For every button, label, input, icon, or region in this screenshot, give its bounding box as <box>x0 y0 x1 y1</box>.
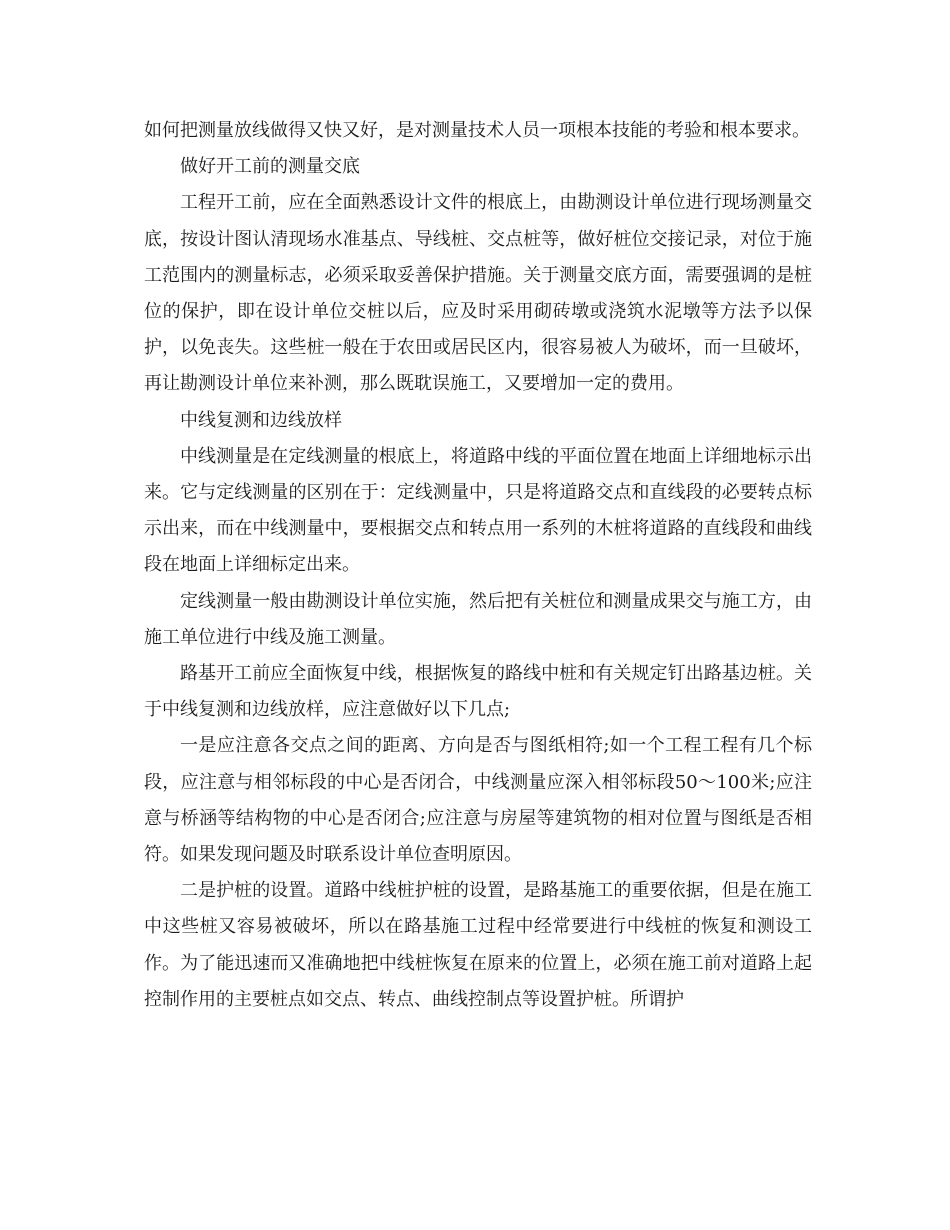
paragraph-intro: 如何把测量放线做得又快又好，是对测量技术人员一项根本技能的考验和根本要求。 <box>144 120 810 141</box>
document-body <box>144 113 812 1018</box>
paragraph-point-two: 二是护桩的设置。道路中线桩护桩的设置，是路基施工的重要依据，但是在施工中这些桩又容易被破坏，所以在路基施工过程中经常要进行中线桩的恢复和测设工作。为了能迅速而又准确地把中线桩恢复在原来的位置上，必须在施工前对道路上起控制作用的主要桩点如交点、转点、曲线控制点等设置护桩。所谓护 <box>144 880 812 1010</box>
section-heading-centerline-resurvey: 中线复测和边线放样 <box>180 409 342 431</box>
paragraph-point-one: 一是应注意各交点之间的距离、方向是否与图纸相符;如一个工程工程有几个标段，应注意与相邻标段的中心是否闭合，中线测量应深入相邻标段50～100米;应注意与桥涵等结构物的中心是否闭合;应注意与房屋等建筑物的相对位置与图纸是否相符。如果发现问题及时联系设计单位查明原因。 <box>144 735 812 866</box>
section-heading-survey-handover: 做好开工前的测量交底 <box>180 156 360 178</box>
paragraph-subgrade-start: 路基开工前应全面恢复中线，根据恢复的路线中桩和有关规定钉出路基边桩。关于中线复测和边线放样，应注意做好以下几点; <box>144 663 812 721</box>
paragraph-route-survey: 定线测量一般由勘测设计单位实施，然后把有关桩位和测量成果交与施工方，由施工单位进行中线及施工测量。 <box>144 590 812 648</box>
paragraph-survey-handover: 工程开工前，应在全面熟悉设计文件的根底上，由勘测设计单位进行现场测量交底，按设计图认清现场水准基点、导线桩、交点桩等，做好桩位交接记录，对位于施工范围内的测量标志，必须采取妥善保护措施。关于测量交底方面，需要强调的是桩位的保护，即在设计单位交桩以后，应及时采用砌砖墩或浇筑水泥墩等方法予以保护，以免丧失。这些桩一般在于农田或居民区内，很容易被人为破坏，而一旦破坏，再让勘测设计单位来补测，那么既耽误施工，又要增加一定的费用。 <box>144 192 812 395</box>
paragraph-centerline-definition: 中线测量是在定线测量的根底上，将道路中线的平面位置在地面上详细地标示出来。它与定线测量的区别在于：定线测量中，只是将道路交点和直线段的必要转点标示出来，而在中线测量中，要根据交点和转点用一系列的木桩将道路的直线段和曲线段在地面上详细标定出来。 <box>144 445 812 576</box>
